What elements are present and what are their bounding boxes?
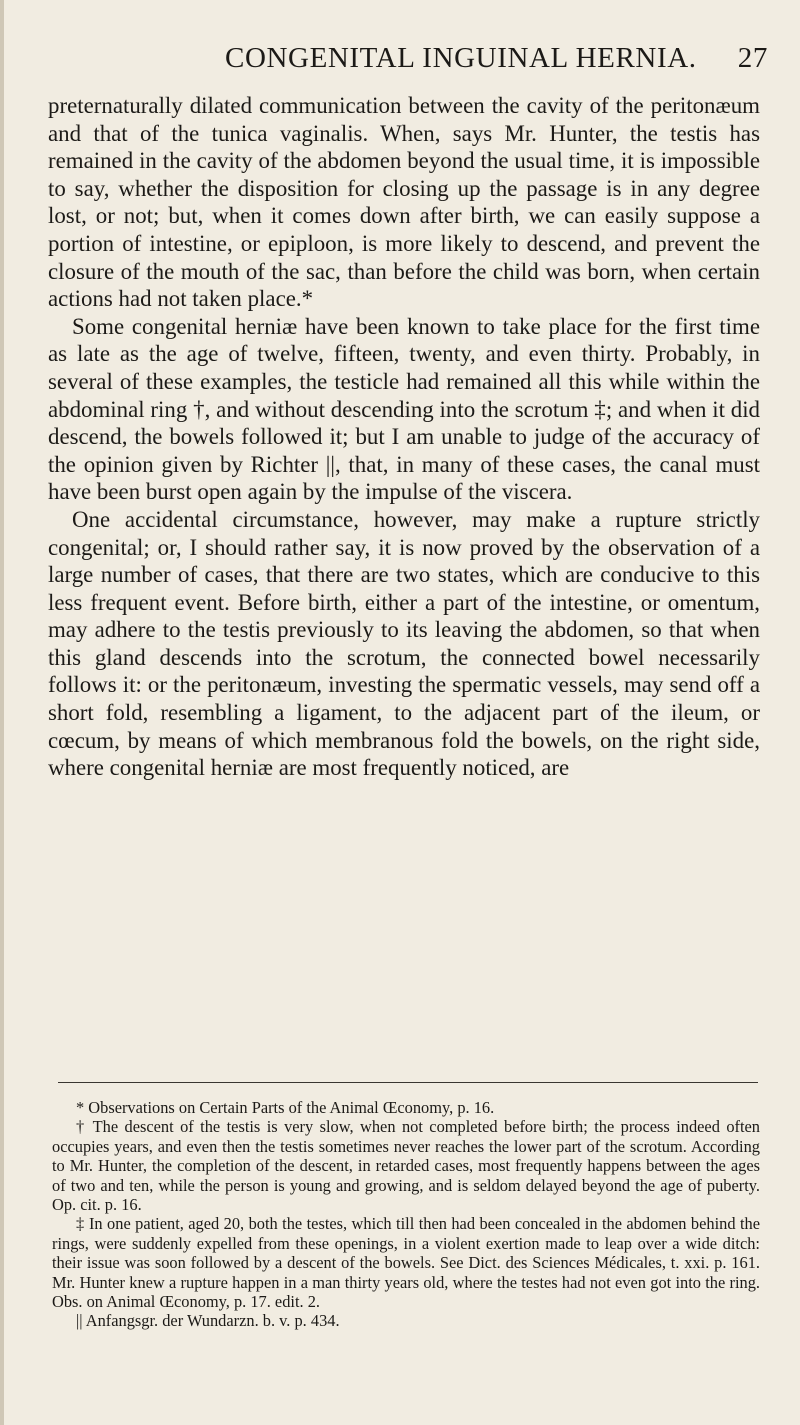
footnote: || Anfangsgr. der Wundarzn. b. v. p. 434. bbox=[76, 1311, 340, 1331]
footnotes bbox=[52, 1098, 760, 1331]
paragraph: preternaturally dilated communication between the cavity of the peritonæum and that of the tunica vaginalis. When, says Mr. Hunter, the testis has remained in the cavity of the abdomen beyond the usual time, it is impossible to say, whether the disposition for closing up the passage is in any degree lost, or not; but, when it comes down after birth, we can easily suppose a portion of intestine, or epiploon, is more likely to descend, and prevent the closure of the mouth of the sac, than before the child was born, when certain actions had not taken place.* bbox=[48, 93, 760, 312]
page-header bbox=[225, 42, 768, 82]
page-edge bbox=[0, 0, 4, 1425]
body-text bbox=[48, 92, 760, 782]
paragraph: Some congenital herniæ have been known to take place for the first time as late as the age of twelve, fifteen, twenty, and even thirty. Probably, in several of these examples, the testicle had remained all this while within the abdominal ring †, and without descending into the scrotum ‡; and when it did descend, the bowels followed it; but I am unable to judge of the accuracy of the opinion given by Richter ||, that, in many of these cases, the canal must have been burst open again by the impulse of the viscera. bbox=[48, 313, 760, 505]
paragraph: One accidental circumstance, however, may make a rupture strictly congenital; or, I should rather say, it is now proved by the observation of a large number of cases, that there are two states, which are conducive to this less frequent event. Before birth, either a part of the intestine, or omentum, may adhere to the testis previously to its leaving the abdomen, so that when this gland descends into the scrotum, the connected bowel necessarily follows it: or the peritonæum, investing the spermatic vessels, may send off a short fold, resembling a ligament, to the adjacent part of the ileum, or cœcum, by means of which membranous fold the bowels, on the right side, where congenital herniæ are most frequently noticed, are bbox=[48, 506, 760, 781]
page-number: 27 bbox=[737, 42, 768, 74]
footnote: † The descent of the testis is very slow, when not completed before birth; the process indeed often occupies years, and even then the testis sometimes never reaches the lower part of the scrotum. According to Mr. Hunter, the completion of the descent, in retarded cases, most frequently happens between the ages of two and ten, while the person is young and growing, and is seldom delayed beyond the age of puberty. Op. cit. p. 16. bbox=[52, 1117, 760, 1215]
footnote: * Observations on Certain Parts of the Animal Œconomy, p. 16. bbox=[76, 1098, 495, 1117]
footnote-divider bbox=[58, 1082, 758, 1083]
running-title: CONGENITAL INGUINAL HERNIA. bbox=[225, 42, 697, 74]
footnote: ‡ In one patient, aged 20, both the testes, which till then had been concealed in the abdomen behind the rings, were suddenly expelled from these openings, in a violent exertion made to leap over a wide ditch: their issue was soon followed by a descent of the bowels. See Dict. des Sciences Médicales, t. xxi. p. 161. Mr. Hunter knew a rupture happen in a man thirty years old, where the testes had not even got into the ring. Obs. on Animal Œconomy, p. 17. edit. 2. bbox=[52, 1214, 760, 1312]
